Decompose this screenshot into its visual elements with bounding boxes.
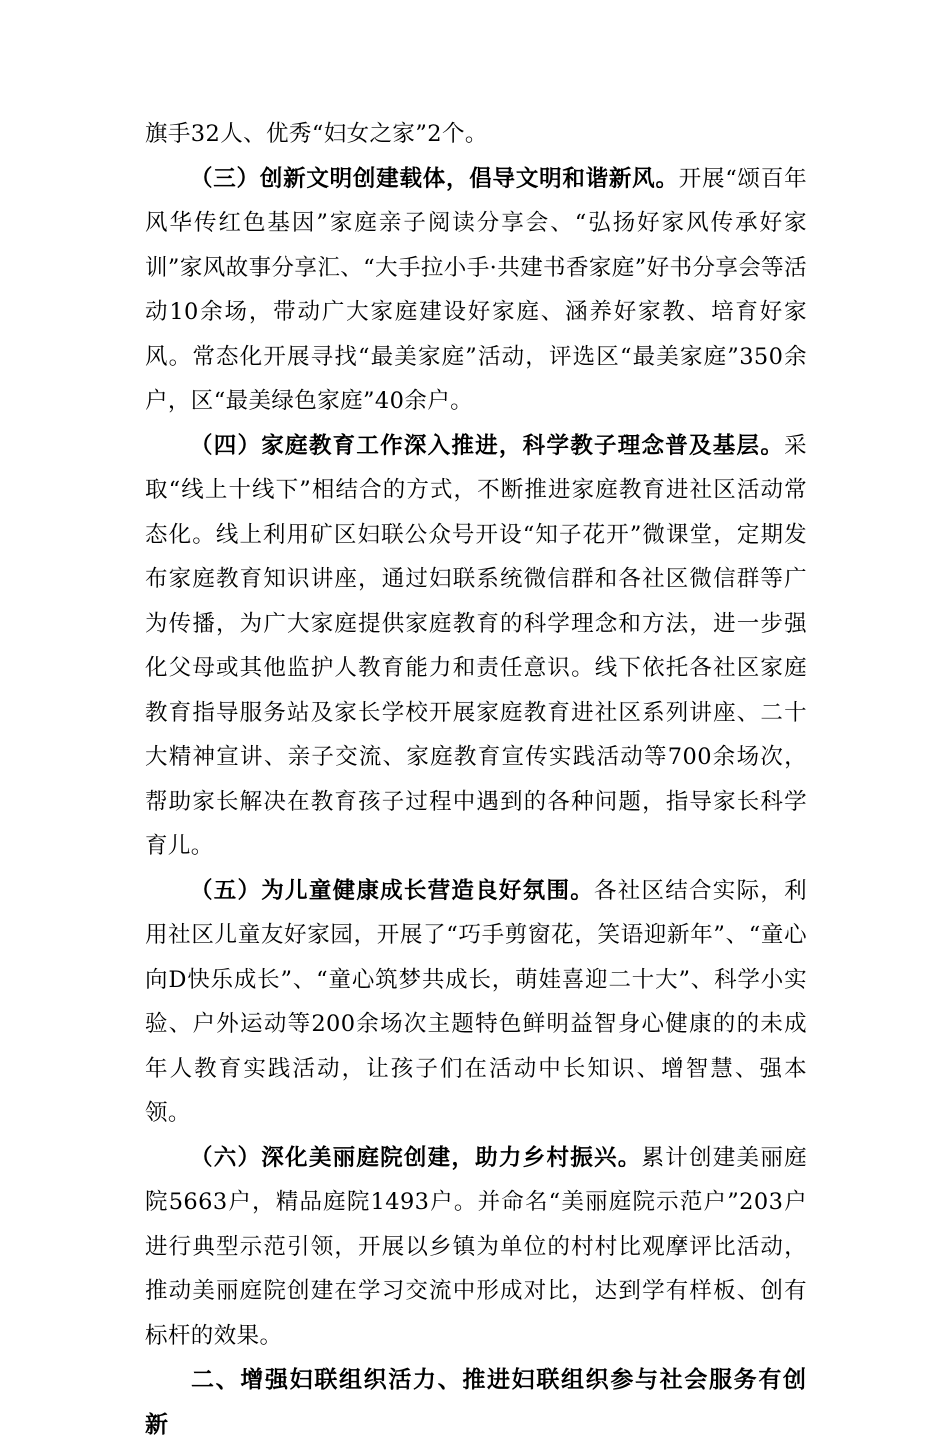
paragraph-beautiful-courtyard xyxy=(145,1136,807,1359)
paragraph-lead: （四）家庭教育工作深入推进，科学教子理念普及基层。 xyxy=(190,432,785,459)
paragraph-continuation xyxy=(145,112,807,157)
paragraph-text: 各社区结合实际，利用社区儿童友好家园，开展了“巧手剪窗花，笑语迎新年”、“童心向D快乐成长”、“童心筑梦共成长，萌娃喜迎二十大”、科学小实验、户外运动等200余场次主题特色鲜明益智身心健康的的未成年人教育实践活动，让孩子们在活动中长知识、增智慧、强本领。 xyxy=(145,877,807,1126)
paragraph-lead: （六）深化美丽庭院创建，助力乡村振兴。 xyxy=(190,1144,642,1171)
paragraph-lead: （三）创新文明创建载体，倡导文明和谐新风。 xyxy=(190,165,679,192)
paragraph-family-education xyxy=(145,424,807,869)
paragraph-children-growth xyxy=(145,869,807,1136)
paragraph-civilization xyxy=(145,157,807,424)
paragraph-text: 累计创建美丽庭院5663户，精品庭院1493户。并命名“美丽庭院示范户”203户进行典型示范引领，开展以乡镇为单位的村村比观摩评比活动，推动美丽庭院创建在学习交流中形成对比，达到学有样板、创有标杆的效果。 xyxy=(145,1144,807,1349)
document-page xyxy=(145,112,807,1447)
paragraph-text: 采取“线上十线下”相结合的方式，不断推进家庭教育进社区活动常态化。线上利用矿区妇联公众号开设“知子花开”微课堂，定期发布家庭教育知识讲座，通过妇联系统微信群和各社区微信群等广为传播，为广大家庭提供家庭教育的科学理念和方法，进一步强化父母或其他监护人教育能力和责任意识。线下依托各社区家庭教育指导服务站及家长学校开展家庭教育进社区系列讲座、二十大精神宣讲、亲子交流、家庭教育宣传实践活动等700余场次，帮助家长解决在教育孩子过程中遇到的各种问题，指导家长科学育儿。 xyxy=(145,432,807,859)
paragraph-text: 开展“颂百年风华传红色基因”家庭亲子阅读分享会、“弘扬好家风传承好家训”家风故事分享汇、“大手拉小手·共建书香家庭”好书分享会等活动10余场，带动广大家庭建设好家庭、涵养好家教、培育好家风。常态化开展寻找“最美家庭”活动，评选区“最美家庭”350余户，区“最美绿色家庭”40余户。 xyxy=(145,165,808,414)
paragraph-text: 旗手32人、优秀“妇女之家”2个。 xyxy=(145,121,488,147)
paragraph-lead: （五）为儿童健康成长营造良好氛围。 xyxy=(190,877,594,904)
section-heading: 二、增强妇联组织活力、推进妇联组织参与社会服务有创新 xyxy=(145,1367,807,1438)
